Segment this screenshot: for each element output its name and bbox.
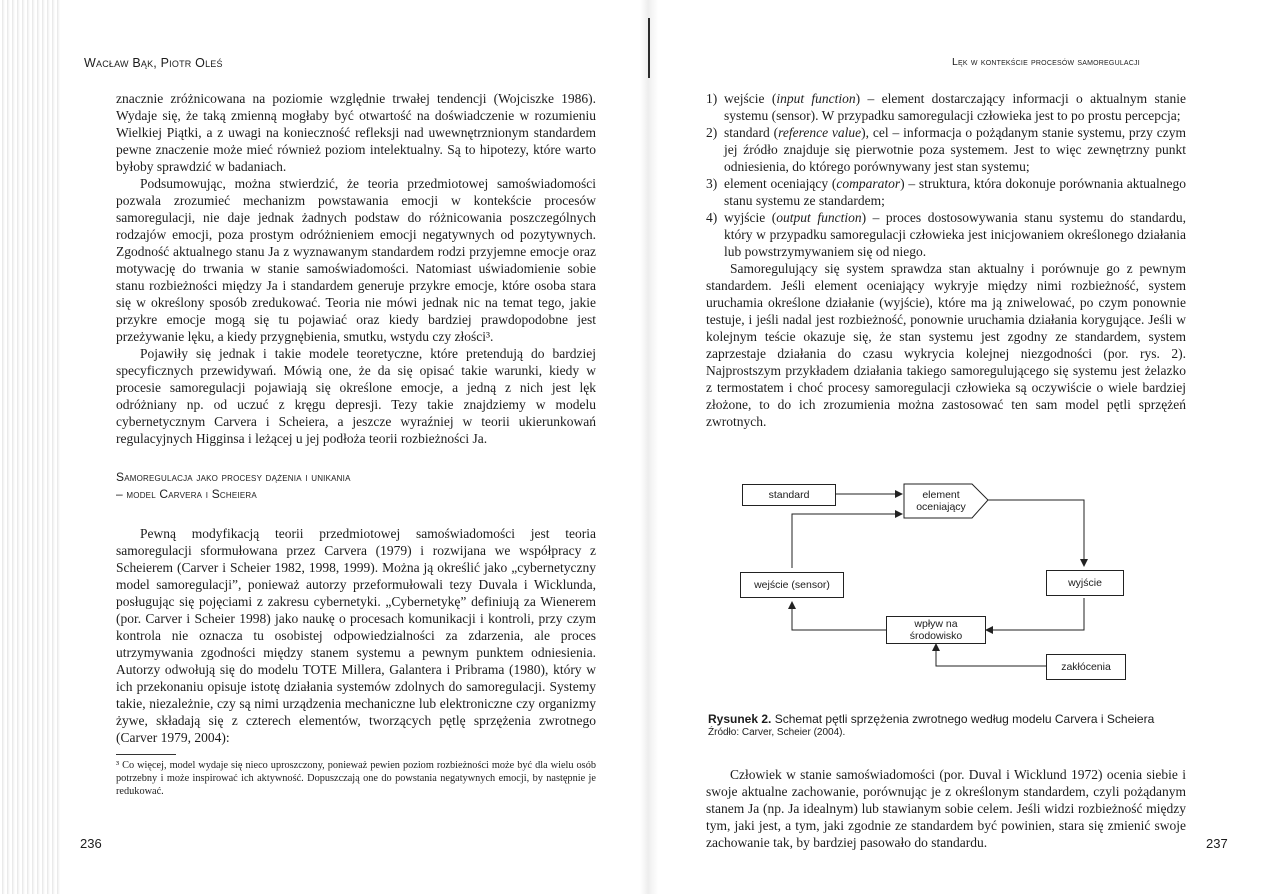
impact-label-line-2: środowisko [909,630,963,642]
footnote-rule [116,754,176,755]
right-page-body [706,90,1186,430]
arrow-impact-to-input [792,602,886,630]
environment-impact-box [886,616,986,644]
page-number-left: 236 [80,836,102,851]
impact-label-line-1: wpływ na [914,618,958,630]
arrow-disturbances-to-impact [936,644,1046,666]
arrow-output-to-impact [986,598,1084,630]
comparator-label [908,486,974,516]
list-item: 1) wejście (input function) – element dostarczający informacji o aktualnym stanie systemu (sensor). W przypadku samoregulacji człowieka jest to po prostu percepcja; [706,91,1186,123]
section-title-line-2: – model Carvera i Scheiera [116,487,257,501]
page-number-right: 237 [1206,836,1228,851]
disturbances-box: zakłócenia [1046,654,1126,680]
paragraph: Samoregulujący się system sprawdza stan aktualny i porównuje go z pewnym standardem. Jeśli element oceniający wykryje między nimi rozbieżność, system uruchamia określone działanie (wyjście), które ma ją zniwelować, po czym ponownie testuje, i jeśli nadal jest rozbieżność, ponownie uruchamia działania korygujące. Jeśli w kolejnym teście okazuje się, że stan systemu jest zgodny ze standardem, system zaprzestaje działania do czasu wykrycia kolejnej niezgodności (por. rys. 2). Najprostszym przykładem działania takiego samoregulującego się systemu jest żelazko z termostatem i choć procesy samoregulacji człowieka są oczywiście o wiele bardziej złożone, to do ich zrozumienia można zastosować ten sam model pętli sprzężeń zwrotnych. [706,261,1186,429]
right-page-tail [706,766,1186,851]
comparator-label-line-1: element [922,489,960,501]
element-list [706,90,1186,260]
running-head-right: Lęk w kontekście procesów samoregulacji [952,56,1140,68]
arrow-comparator-to-output [988,500,1084,566]
list-item: 2) standard (reference value), cel – informacja o pożądanym stanie systemu, przy czym jej źródło znajduje się pierwotnie poza systemem. Jest to więc zewnętrzny punkt odniesienia, do którego porównywany jest stan systemu; [706,125,1187,174]
footnote: ³ Co więcej, model wydaje się nieco uproszczony, ponieważ pewien poziom rozbieżności może być dla wielu osób potrzebny i może inspirować ich aktywność. Dopuszczają one do powstania negatywnych emocji, by następnie je redukować. [116,760,596,797]
left-page-body [116,90,596,798]
caption-text: Schemat pętli sprzężenia zwrotnego według modelu Carvera i Scheiera [774,712,1155,726]
list-item: 4) wyjście (output function) – proces dostosowywania stanu systemu do standardu, który w przypadku samoregulacji człowieka jest inicjowaniem określonego działania lub powstrzymywaniem się od niego. [706,210,1187,259]
paragraph: Podsumowując, można stwierdzić, że teoria przedmiotowej samoświadomości pozwala zrozumieć mechanizm powstawania emocji w kontekście procesów samoregulacji, nie daje jednak żadnych podstaw do różnicowania poszczególnych rodzajów emocji, poza prostym odróżnieniem emocji negatywnych od pozytywnych. Zgodność aktualnego stanu Ja z wyznawanym standardem rodzi przyjemne emocje oraz motywację do trwania w stanie samoświadomości. Natomiast uświadomienie sobie stanu rozbieżności między Ja i standardem generuje przykre emocje, które osoba stara się w określony sposób zredukować. Teoria nie mówi jednak nic na temat tego, jakie przykre emocje mogą się tu pojawiać oraz kiedy bardziej prawdopodobne jest przeżywanie lęku, a kiedy przygnębienia, smutku, wstydu czy złości³. [116,176,596,344]
comparator-label-line-2: oceniający [916,501,966,513]
page-fold-shadow [640,0,658,894]
caption-label: Rysunek 2. [708,712,772,726]
running-head-left: Wacław Bąk, Piotr Oleś [84,56,223,70]
input-sensor-box: wejście (sensor) [740,572,844,598]
book-binding-edge [0,0,62,894]
center-fold-mark [648,18,650,78]
section-title [116,469,596,503]
paragraph: Pewną modyfikacją teorii przedmiotowej samoświadomości jest teoria samoregulacji sformułowana przez Carvera (1979) i rozwijana we współpracy z Scheierem (Carver i Scheier 1982, 1998, 1999). Można ją określić jako „cybernetyczny model samoregulacji”, ponieważ autorzy przeformułowali tezy Duvala i Wicklunda, posługując się pojęciami z zakresu cybernetyki. „Cybernetykę” definiują za Wienerem (por. Carver i Scheier 1998) jako naukę o procesach komunikacji i kontroli, przy czym kontrola nie oznacza tu osobistej odpowiedzialności za zdarzenia, ale proces utrzymywania zgodności między stanem systemu a pewnym punktem odniesienia. Autorzy odwołują się do modelu TOTE Millera, Galantera i Pribrama (1980), który w ich przekonaniu opisuje istotę działania systemów zdolnych do samoregulacji. Systemy takie, niezależnie, czy są nimi urządzenia mechaniczne lub elektroniczne czy organizmy żywe, składają się z czterech elementów, tworzących pętlę sprzężenia zwrotnego (Carver 1979, 2004): [116,526,596,745]
paragraph: Człowiek w stanie samoświadomości (por. Duval i Wicklund 1972) ocenia siebie i swoje aktualne zachowanie, porównując je z określonym standardem, czyli pożądanym stanem Ja (np. Ja idealnym) lub stawianym sobie celem. Jeśli widzi rozbieżność między tym, jaki jest, a tym, jaki zgodnie ze standardem być powinien, stara się zmienić swoje zachowanie tak, by bardziej pasowało do standardu. [706,767,1186,850]
section-title-line-1: Samoregulacja jako procesy dążenia i unikania [116,470,351,484]
feedback-loop-diagram [736,478,1136,692]
caption-source: Źródło: Carver, Scheier (2004). [708,727,846,738]
paragraph: znacznie zróżnicowana na poziomie względnie trwałej tendencji (Wojciszke 1986). Wydaje się, że taką zmienną mogłaby być otwartość na doświadczenie w rozumieniu Wielkiej Piątki, a z uwagi na konieczność refleksji nad uwewnętrznionym standardem pewne znaczenie może mieć również poziom intelektualny. Są to hipotezy, które warto byłoby sprawdzić w badaniach. [116,91,596,174]
paragraph: Pojawiły się jednak i takie modele teoretyczne, które pretendują do bardziej specyficznych przewidywań. Mówią one, że da się opisać takie warunki, kiedy w procesie samoregulacji pojawiają się określone emocje, a jedną z nich jest lęk odróżniany np. od uczuć z kręgu depresji. Tezy takie znajdziemy w modelu cybernetycznym Carvera i Scheiera, a jeszcze wyraźniej w teorii ukierunkowań regulacyjnych Higginsa i leżącej u jej podłoża teorii rozbieżności Ja. [116,346,596,446]
output-box: wyjście [1046,570,1124,596]
arrow-input-to-comparator [792,514,902,568]
list-item: 3) element oceniający (comparator) – struktura, która dokonuje porównania aktualnego stanu systemu ze standardem; [706,176,1187,208]
standard-box: standard [742,484,836,506]
figure-caption [708,712,1208,740]
